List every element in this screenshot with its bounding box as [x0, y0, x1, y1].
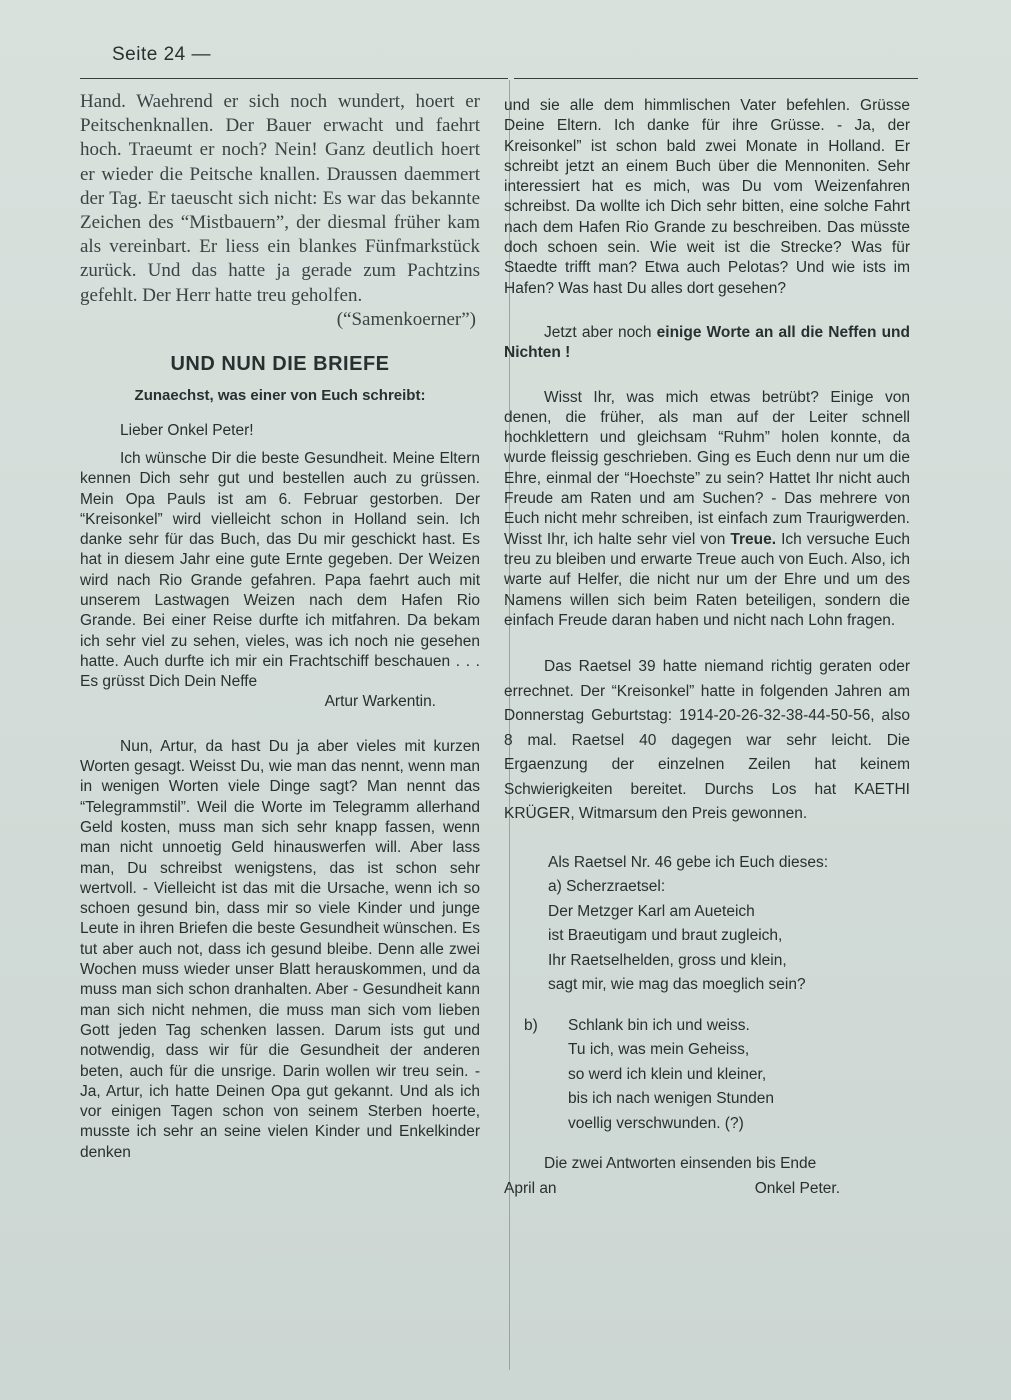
page-header: Seite 24 — [112, 44, 211, 65]
riddle-b-line: Schlank bin ich und weiss. [568, 1016, 750, 1034]
riddle-b-line: Tu ich, was mein Geheiss, [568, 1041, 750, 1059]
closing-signature: Onkel Peter. [754, 1179, 840, 1197]
left-column [80, 90, 480, 1163]
letter-subheading: Zunaechst, was einer von Euch schreibt: [134, 387, 426, 405]
riddle-b-line: so werd ich klein und kleiner, [568, 1065, 767, 1083]
riddle-a [504, 851, 910, 998]
reply-paragraph: Nun, Artur, da hast Du ja aber vieles mit kurzen Worten gesagt. Weisst Du, wie man das nennt, wenn man in wenigen Worten viele Dinge sagt? Man nennt das “Telegrammstil”. Weil die Worte im Telegramm allerhand Geld kosten, muss man sich sehr knapp fassen, wenn man nicht unnoetig Geld hinauswerfen will. Aber lass man, Du schreibst wenigstens, das ist schon sehr wertvoll. - Vielleicht ist das mit die Ursache, wenn ich so schoen gesund bin, dass mir so viele Kinder und junge Leute in ihren Briefen die beste Gesundheit wünschen. Es tut aber auch not, dass ich gesund bleibe. Denn alle zwei Wochen muss wieder unser Blatt herauskommen, und da muss man sich schon dranhalten. Aber - Gesundheit kann man sich nicht nehmen, die muss man sich vom lieben Gott jeden Tag schenken lassen. Darum ists gut und notwendig, dass wir für die Gesundheit der anderen beten, auch für die unsrige. Darin wollen wir treu sein. - Ja, Artur, ich hatte Deinen Opa gut gekannt. Und als ich vor einigen Tagen schon von seinem Sterben hoerte, musste ich sehr an seine vielen Kinder und Enkelkinder denken [80, 737, 480, 1161]
riddle-b-label: b) [524, 1016, 538, 1034]
nephews-paragraph [504, 323, 910, 364]
raetsel46-intro: Als Raetsel Nr. 46 gebe ich Euch dieses: [548, 853, 829, 871]
nephews-bold: einige Worte an all die Neffen und Nichten ! [504, 323, 910, 362]
letter-body: Ich wünsche Dir die beste Gesundheit. Meine Eltern kennen Dich sehr gut und bestellen auch zu grüssen. Mein Opa Pauls ist am 6. Februar gestorben. Der “Kreisonkel” wird vielleicht schon in Holland sein. Ich danke sehr für das Buch, das Du mir geschickt hast. Es hat in diesem Jahr eine gute Ernte gegeben. Der Weizen wird nach Rio Grande gefahren. Papa faehrt auch mit unserem Lastwagen Weizen nach dem Hafen Rio Grande. Bei einer Reise durfte ich mitfahren. Da bekam ich sehr viel zu sehen, vieles, was ich noch nie gesehen hatte. Auch durfte ich mir ein Frachtschiff beschauen . . . Es grüsst Dich Dein Neffe [80, 449, 480, 691]
riddle-b-line: voellig verschwunden. (?) [568, 1114, 744, 1132]
riddle-a-line: ist Braeutigam und braut zugleich, [548, 927, 783, 945]
riddle-a-line: sagt mir, wie mag das moeglich sein? [548, 976, 806, 994]
raetsel39-paragraph: Das Raetsel 39 hatte niemand richtig geraten oder errechnet. Der “Kreisonkel” hatte in folgenden Jahren am Donnerstag Geburtstag: 1914-20-26-32-38-44-50-56, also 8 mal. Raetsel 40 dagegen war sehr leicht. Die Ergaenzung der einzelnen Zeilen hat keinem Schwierigkeiten bereitet. Durchs Los hat KAETHI KRÜGER, Witmarsum den Preis gewonnen. [504, 658, 910, 823]
letter-signature: Artur Warkentin. [324, 693, 436, 711]
story-paragraph: Hand. Waehrend er sich noch wundert, hoert er Peitschenknallen. Der Bauer erwacht und faehrt hoch. Traeumt er noch? Nein! Ganz deutlich hoert er wieder die Peitsche knallen. Draussen daemmert der Tag. Er taeuscht sich nicht: Es war das bekannte Zeichen des “Mistbauern”, der diesmal früher kam als vereinbart. Er liess ein blankes Fünfmarkstück zurück. Und das hatte ja gerade zum Pachtzins gefehlt. Der Herr hatte treu geholfen. [80, 91, 480, 306]
closing-line-2: April an [504, 1179, 557, 1197]
riddle-a-line: Der Metzger Karl am Aueteich [548, 902, 755, 920]
treue-bold: Treue. [730, 530, 777, 548]
right-column [504, 96, 910, 1201]
riddle-b [504, 1014, 910, 1137]
treue-post: Ich versuche Euch treu zu bleiben und erwarte Treue auch von Euch. Also, ich warte auf Helfer, die nicht nur um der Ehre und um des Namens willen sich beim Raten beteiligen, sondern die einfach Freude daran haben und nicht nach Lohn fragen. [504, 530, 910, 629]
header-rule-right [514, 78, 918, 79]
riddle-b-line: bis ich nach wenigen Stunden [568, 1090, 774, 1108]
riddle-a-label: a) Scherzraetsel: [548, 878, 666, 896]
treue-pre: Wisst Ihr, was mich etwas betrübt? Einige von denen, die früher, als man auf der Leiter schnell hochklettern und gleichsam “Ruhm” holen konnte, da wurde fleissig geschrieben. Ging es Euch denn nur um die Ehre, einmal der “Hoechste” zu sein? Hattet Ihr nicht auch Freude am Raten und am Suchen? - Das mehrere von Euch nicht mehr schreiben, ist einfach zum Traurigwerden. Wisst Ihr, ich halte sehr viel von [504, 388, 910, 548]
header-rule-left [80, 78, 508, 79]
nephews-intro: Jetzt aber noch [544, 323, 657, 341]
story-source: (“Samenkoerner”) [336, 308, 476, 330]
treue-paragraph [504, 388, 910, 632]
closing-line: Die zwei Antworten einsenden bis Ende [544, 1155, 817, 1173]
reply-continuation: und sie alle dem himmlischen Vater befehlen. Grüsse Deine Eltern. Ich danke für ihre Grüsse. - Ja, der Kreisonkel” ist schon bald zwei Monate in Holland. Er schreibt jetzt an einem Buch über die Mennoniten. Sehr interessiert hat es mich, was Du vom Weizenfahren schreibst. Da wollte ich Dich sehr bitten, eine solche Fahrt nach dem Hafen Rio Grande zu beschreiben. Das müsste doch schoen sein. Wie weit ist die Strecke? Was für Staedte trifft man? Etwa auch Pelotas? Und wie ists im Hafen? Was hast Du alles dort gesehen? [504, 97, 910, 297]
riddle-a-line: Ihr Raetselhelden, gross und klein, [548, 951, 787, 969]
letter-greeting: Lieber Onkel Peter! [120, 421, 254, 439]
section-heading: UND NUN DIE BRIEFE [170, 353, 390, 376]
